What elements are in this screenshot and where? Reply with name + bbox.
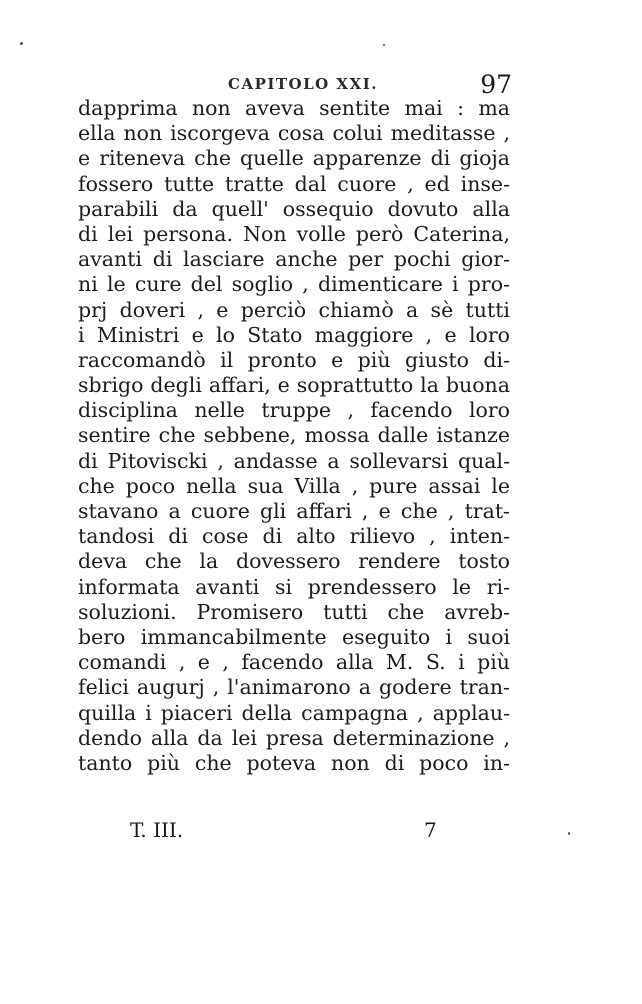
text-line: quilla i piaceri della campagna , applau- <box>78 700 510 725</box>
paper-speck <box>20 42 23 45</box>
body-text <box>78 96 510 776</box>
text-line: stavano a cuore gli affari , e che , trat- <box>78 499 510 523</box>
text-line: informata avanti si prendessero le ri- <box>78 574 510 599</box>
text-line: di Pitoviscki , andasse a sollevarsi qual- <box>78 448 510 473</box>
chapter-title: CAPITOLO XXI. <box>228 75 378 93</box>
paper-speck <box>568 832 570 835</box>
text-line: che poco nella sua Villa , pure assai le <box>78 473 510 498</box>
text-line: ella non iscorgeva cosa colui meditasse , <box>78 121 510 146</box>
text-line: tanto più che poteva non di poco in- <box>78 750 510 775</box>
text-line: tandosi di cose di alto rilievo , inten- <box>78 524 510 549</box>
text-line: comandi , e , facendo alla M. S. i più <box>78 650 510 675</box>
text-line: dendo alla da lei presa determinazione , <box>78 725 510 750</box>
text-line: fossero tutte tratte dal cuore , ed inse- <box>78 171 510 196</box>
paper-speck <box>383 44 385 46</box>
text-line: raccomandò il pronto e più giusto di- <box>78 347 510 372</box>
text-line: bero immancabilmente eseguito i suoi <box>78 624 510 649</box>
text-line: e riteneva che quelle apparenze di gioja <box>78 146 510 171</box>
text-line: parabili da quell' ossequio dovuto alla <box>78 196 510 221</box>
text-line: sbrigo degli affari, e soprattutto la buona <box>78 373 510 398</box>
page-number: 97 <box>480 70 512 99</box>
volume-mark: T. III. <box>130 818 184 842</box>
text-line: sentire che sebbene, mossa dalle istanze <box>78 423 510 448</box>
text-line: prj doveri , e perciò chiamò a sè tutti <box>78 297 510 322</box>
text-line: i Ministri e lo Stato maggiore , e loro <box>78 322 510 347</box>
page-footer <box>78 818 518 848</box>
text-line: disciplina nelle truppe , facendo loro <box>78 398 510 423</box>
text-line: di lei persona. Non volle però Caterina, <box>78 221 510 246</box>
text-line: avanti di lasciare anche per pochi gior- <box>78 247 510 272</box>
text-line: ni le cure del soglio , dimenticare i pro- <box>78 272 510 297</box>
signature-mark: 7 <box>424 818 437 842</box>
text-line: dapprima non aveva sentite mai : ma <box>78 96 510 120</box>
text-line: deva che la dovessero rendere tosto <box>78 549 510 574</box>
text-line: felici augurj , l'animarono a godere tran- <box>78 675 510 700</box>
text-line: soluzioni. Promisero tutti che avreb- <box>78 599 510 624</box>
